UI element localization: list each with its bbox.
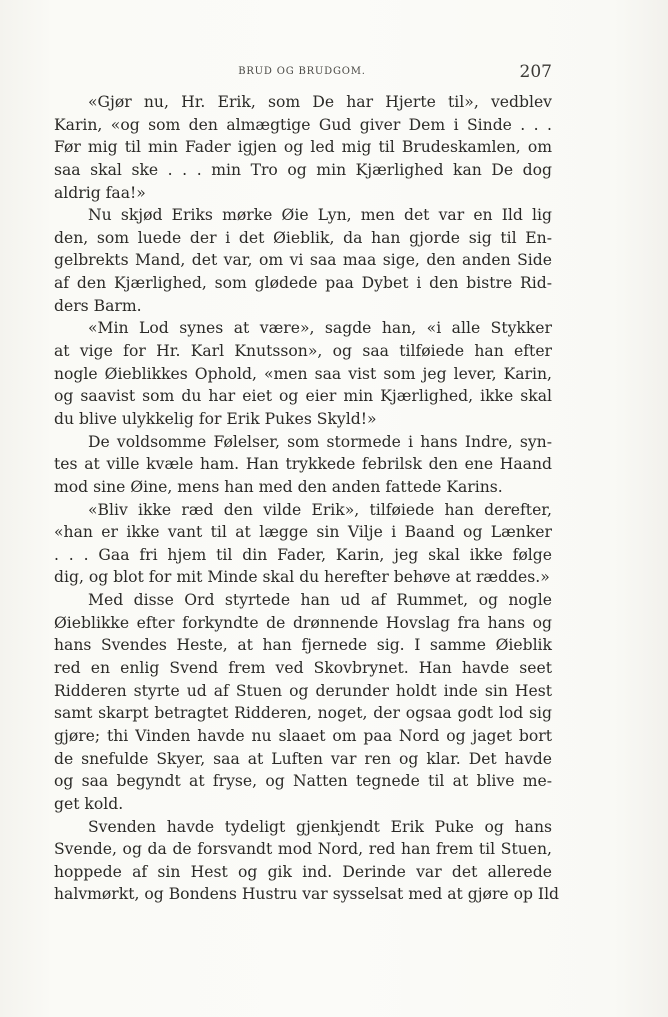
text-line: saa skal ske . . . min Tro og min Kjærlighed kan De dog — [54, 160, 552, 179]
text-line: get kold. — [54, 794, 124, 813]
text-line: «Bliv ikke ræd den vilde Erik», tilføiede han derefter, — [88, 500, 552, 519]
text-line: dig, og blot for mit Minde skal du herefter behøve at ræddes.» — [54, 568, 550, 587]
text-line: Før mig til min Fader igjen og led mig til Brudeskamlen, om — [54, 138, 552, 157]
text-line: mod sine Øine, mens han med den anden fattede Karins. — [54, 477, 503, 496]
text-line: red en enlig Svend frem ved Skovbrynet. Han havde seet — [54, 659, 552, 678]
text-line: aldrig faa!» — [54, 183, 146, 202]
running-head: BRUD OG BRUDGOM. — [238, 66, 366, 77]
text-line: ders Barm. — [54, 296, 142, 315]
text-line: gjøre; thi Vinden havde nu slaaet om paa Nord og jaget bort — [54, 726, 552, 745]
text-line: Ridderen styrte ud af Stuen og derunder holdt inde sin Hest — [54, 681, 552, 700]
text-line: af den Kjærlighed, som glødede paa Dybet i den bistre Rid- — [54, 274, 552, 293]
text-line: Nu skjød Eriks mørke Øie Lyn, men det var en Ild lig — [88, 206, 552, 225]
text-line: og saavist som du har eiet og eier min Kjærlighed, ikke skal — [54, 387, 552, 406]
text-line: samt skarpt betragtet Ridderen, noget, der ogsaa godt lod sig — [54, 704, 552, 723]
text-line: Karin, «og som den almægtige Gud giver Dem i Sinde . . . — [54, 115, 552, 134]
text-line: Øieblikke efter forkyndte de drønnende Hovslag fra hans og — [54, 613, 552, 632]
text-line: hans Svendes Heste, at han fjernede sig. I samme Øieblik — [54, 636, 552, 655]
text-line: . . . Gaa fri hjem til din Fader, Karin, jeg skal ikke følge — [54, 545, 552, 564]
text-line: De voldsomme Følelser, som stormede i hans Indre, syn- — [88, 432, 552, 451]
text-line: tes at ville kvæle ham. Han trykkede febrilsk den ene Haand — [54, 455, 552, 474]
text-line: den, som luede der i det Øieblik, da han gjorde sig til En- — [54, 228, 552, 247]
text-line: «Min Lod synes at være», sagde han, «i alle Stykker — [88, 319, 552, 338]
text-line: du blive ulykkelig for Erik Pukes Skyld!» — [54, 409, 377, 428]
page-number: 207 — [519, 62, 552, 82]
text-line: nogle Øieblikkes Ophold, «men saa vist som jeg lever, Karin, — [54, 364, 552, 383]
text-line: halvmørkt, og Bondens Hustru var sysselsat med at gjøre op Ild — [54, 885, 560, 904]
text-line: at vige for Hr. Karl Knutsson», og saa tilføiede han efter — [54, 342, 552, 361]
text-line: Med disse Ord styrtede han ud af Rummet, og nogle — [88, 591, 552, 610]
text-line: de snefulde Skyer, saa at Luften var ren og klar. Det havde — [54, 749, 552, 768]
text-line: «han er ikke vant til at lægge sin Vilje i Baand og Lænker — [54, 523, 552, 542]
page-header — [52, 62, 552, 86]
text-line: Svenden havde tydeligt gjenkjendt Erik Puke og hans — [88, 817, 552, 836]
text-line: og saa begyndt at fryse, og Natten tegnede til at blive me- — [54, 772, 552, 791]
text-line: «Gjør nu, Hr. Erik, som De har Hjerte til», vedblev — [88, 93, 552, 111]
text-line: hoppede af sin Hest og gik ind. Derinde var det allerede — [54, 862, 552, 881]
body-text — [54, 91, 560, 906]
text-line: Svende, og da de forsvandt mod Nord, red han frem til Stuen, — [54, 840, 552, 859]
text-line: gelbrekts Mand, det var, om vi saa maa sige, den anden Side — [54, 251, 552, 270]
